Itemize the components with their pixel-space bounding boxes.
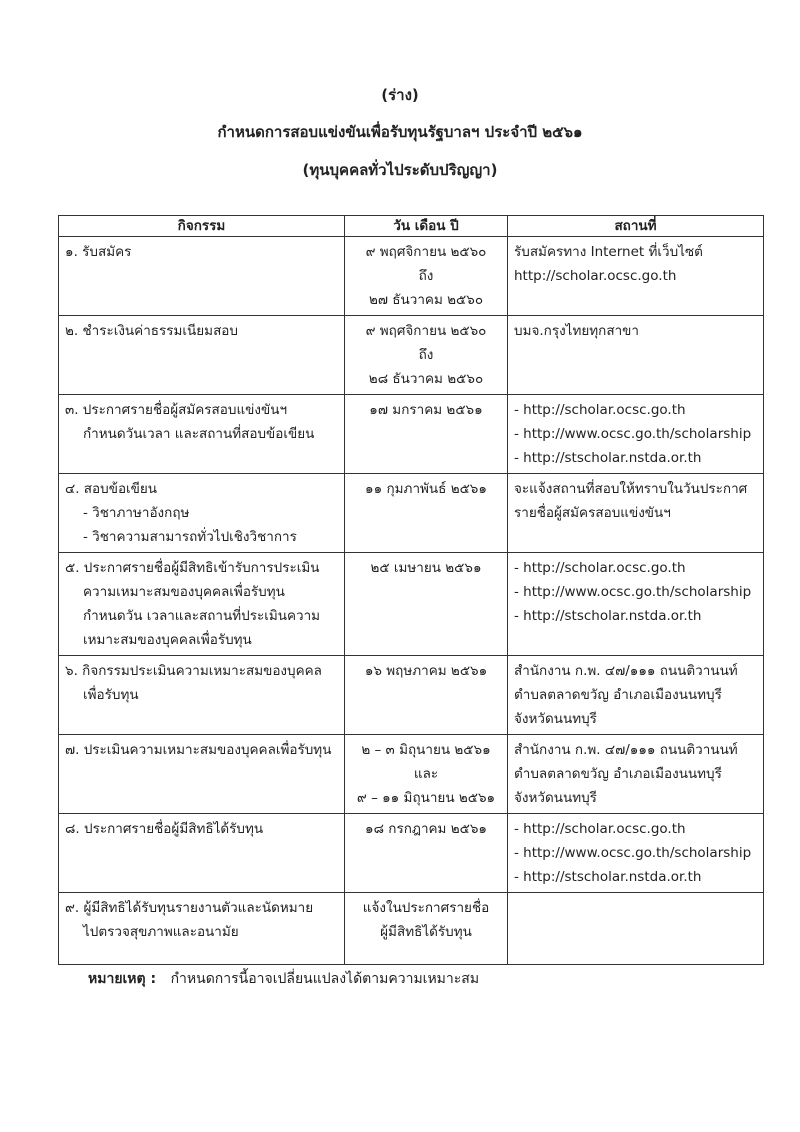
- place-line: - http://stscholar.nstda.or.th: [514, 450, 702, 466]
- date-line: ถึง: [418, 268, 434, 284]
- table-row: [59, 656, 764, 735]
- table-row: [59, 474, 764, 553]
- date-cell: [345, 474, 508, 553]
- column-header-activity: กิจกรรม: [59, 216, 345, 237]
- activity-line: กำหนดวัน เวลาและสถานที่ประเมินความ: [83, 608, 321, 624]
- activity-cell: [59, 735, 345, 814]
- date-cell: [345, 735, 508, 814]
- column-header-date: วัน เดือน ปี: [345, 216, 508, 237]
- activity-line: ๙. ผู้มีสิทธิได้รับทุนรายงานตัวและนัดหมาย: [65, 900, 314, 916]
- place-line: - http://scholar.ocsc.go.th: [514, 560, 686, 576]
- activity-line: ไปตรวจสุขภาพและอนามัย: [83, 924, 239, 940]
- place-line: รับสมัครทาง Internet ที่เว็บไซต์: [514, 244, 703, 260]
- place-line: - http://scholar.ocsc.go.th: [514, 821, 686, 837]
- activity-line: ๘. ประกาศรายชื่อผู้มีสิทธิได้รับทุน: [65, 821, 264, 837]
- place-line: สำนักงาน ก.พ. ๔๗/๑๑๑ ถนนติวานนท์: [514, 742, 738, 758]
- date-line: ๙ พฤศจิกายน ๒๕๖๐: [365, 244, 487, 260]
- table-row: [59, 553, 764, 656]
- activity-cell: [59, 237, 345, 316]
- place-cell: [508, 553, 764, 656]
- activity-cell: [59, 395, 345, 474]
- page-subtitle: (ทุนบุคคลทั่วไประดับปริญญา): [302, 161, 498, 179]
- place-line: จังหวัดนนทบุรี: [514, 711, 597, 727]
- schedule-table: [58, 215, 764, 965]
- activity-line: กำหนดวันเวลา และสถานที่สอบข้อเขียน: [83, 426, 315, 442]
- activity-line: - วิชาความสามารถทั่วไปเชิงวิชาการ: [83, 529, 297, 545]
- table-row: [59, 316, 764, 395]
- activity-line: เหมาะสมของบุคคลเพื่อรับทุน: [83, 632, 252, 648]
- date-cell: [345, 893, 508, 965]
- activity-line: ๕. ประกาศรายชื่อผู้มีสิทธิเข้ารับการประเมิน: [65, 560, 320, 576]
- activity-line: ความเหมาะสมของบุคคลเพื่อรับทุน: [83, 584, 285, 600]
- date-line: ๙ พฤศจิกายน ๒๕๖๐: [365, 323, 487, 339]
- activity-cell: [59, 553, 345, 656]
- date-line: แจ้งในประกาศรายชื่อ: [362, 900, 490, 916]
- place-line: - http://stscholar.nstda.or.th: [514, 869, 702, 885]
- place-line: ตำบลตลาดขวัญ อำเภอเมืองนนทบุรี: [514, 766, 722, 782]
- date-line: ๒๗ ธันวาคม ๒๕๖๐: [368, 292, 484, 308]
- activity-line: ๗. ประเมินความเหมาะสมของบุคคลเพื่อรับทุน: [65, 742, 332, 758]
- date-cell: [345, 395, 508, 474]
- place-line: - http://www.ocsc.go.th/scholarship: [514, 584, 752, 600]
- activity-line: ๑. รับสมัคร: [65, 244, 132, 260]
- activity-line: ๒. ชำระเงินค่าธรรมเนียมสอบ: [65, 323, 238, 339]
- activity-cell: [59, 656, 345, 735]
- activity-line: เพื่อรับทุน: [83, 687, 139, 703]
- date-line: ๒ – ๓ มิถุนายน ๒๕๖๑: [361, 742, 491, 758]
- date-line: และ: [413, 766, 439, 782]
- activity-line: ๔. สอบข้อเขียน: [65, 481, 158, 497]
- date-cell: [345, 553, 508, 656]
- place-line: - http://stscholar.nstda.or.th: [514, 608, 702, 624]
- activity-cell: [59, 316, 345, 395]
- date-line: ๙ – ๑๑ มิถุนายน ๒๕๖๑: [356, 790, 496, 806]
- footnote-label: หมายเหตุ :: [88, 971, 157, 987]
- activity-cell: [59, 474, 345, 553]
- date-line: ๑๗ มกราคม ๒๕๖๑: [369, 402, 483, 418]
- date-cell: [345, 814, 508, 893]
- place-line: ตำบลตลาดขวัญ อำเภอเมืองนนทบุรี: [514, 687, 722, 703]
- column-header-place: สถานที่: [508, 216, 764, 237]
- table-row: [59, 395, 764, 474]
- place-cell: [508, 395, 764, 474]
- place-cell: [508, 814, 764, 893]
- activity-line: - วิชาภาษาอังกฤษ: [83, 505, 190, 521]
- page-title: กำหนดการสอบแข่งขันเพื่อรับทุนรัฐบาลฯ ประจำปี ๒๕๖๑: [217, 123, 583, 141]
- place-cell: [508, 316, 764, 395]
- date-line: ๑๖ พฤษภาคม ๒๕๖๑: [364, 663, 488, 679]
- date-line: ๒๕ เมษายน ๒๕๖๑: [370, 560, 482, 576]
- activity-cell: [59, 814, 345, 893]
- table-row: [59, 735, 764, 814]
- place-line: จะแจ้งสถานที่สอบให้ทราบในวันประกาศ: [514, 481, 748, 497]
- date-line: ผู้มีสิทธิได้รับทุน: [380, 924, 472, 940]
- place-line: - http://www.ocsc.go.th/scholarship: [514, 426, 752, 442]
- place-line: - http://www.ocsc.go.th/scholarship: [514, 845, 752, 861]
- draft-label: (ร่าง): [381, 86, 419, 104]
- footnote-text: กำหนดการนี้อาจเปลี่ยนแปลงได้ตามความเหมาะสม: [170, 971, 480, 987]
- table-header-row: [59, 216, 764, 237]
- place-cell: [508, 893, 764, 965]
- table-row: [59, 237, 764, 316]
- place-line: จังหวัดนนทบุรี: [514, 790, 597, 806]
- place-line: บมจ.กรุงไทยทุกสาขา: [514, 323, 639, 339]
- place-cell: [508, 237, 764, 316]
- place-line: - http://scholar.ocsc.go.th: [514, 402, 686, 418]
- activity-line: ๖. กิจกรรมประเมินความเหมาะสมของบุคคล: [65, 663, 322, 679]
- date-cell: [345, 237, 508, 316]
- table-row: [59, 814, 764, 893]
- place-line: http://scholar.ocsc.go.th: [514, 268, 677, 284]
- place-cell: [508, 735, 764, 814]
- place-line: รายชื่อผู้สมัครสอบแข่งขันฯ: [514, 505, 671, 521]
- place-cell: [508, 474, 764, 553]
- table-row: [59, 893, 764, 965]
- date-line: ๑๘ กรกฎาคม ๒๕๖๑: [365, 821, 487, 837]
- place-line: สำนักงาน ก.พ. ๔๗/๑๑๑ ถนนติวานนท์: [514, 663, 738, 679]
- date-line: ๒๘ ธันวาคม ๒๕๖๐: [368, 371, 484, 387]
- date-cell: [345, 656, 508, 735]
- activity-line: ๓. ประกาศรายชื่อผู้สมัครสอบแข่งขันฯ: [65, 402, 288, 418]
- footnote: [88, 968, 479, 990]
- date-line: ๑๑ กุมภาพันธ์ ๒๕๖๑: [365, 481, 487, 497]
- date-cell: [345, 316, 508, 395]
- date-line: ถึง: [418, 347, 434, 363]
- place-cell: [508, 656, 764, 735]
- activity-cell: [59, 893, 345, 965]
